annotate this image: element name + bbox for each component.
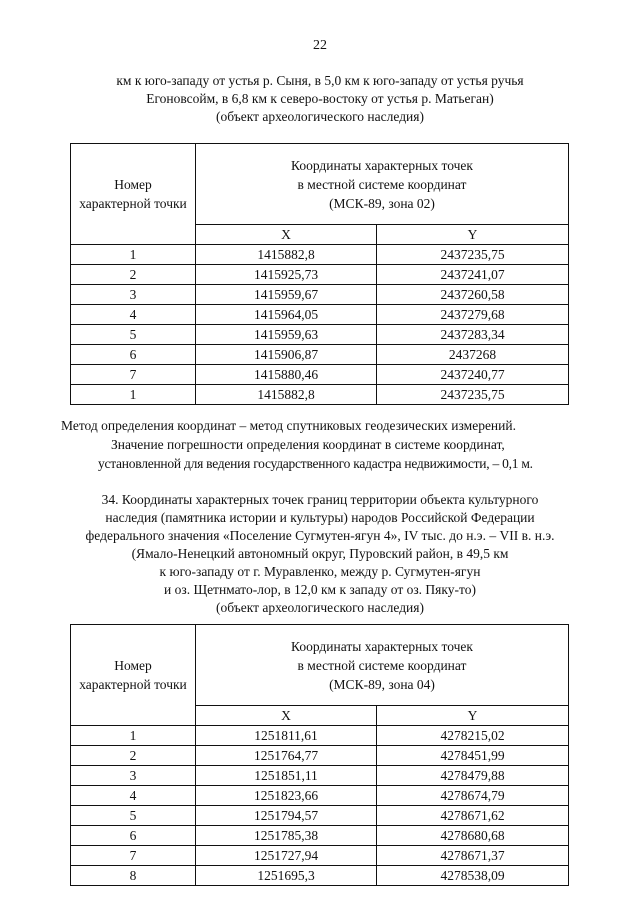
section-34-line: федерального значения «Поселение Сугмутен-ягун 4», IV тыс. до н.э. – VII в. н.э. [85, 528, 555, 543]
header-system-line: (МСК-89, зона 02) [329, 195, 435, 211]
point-number: 8 [71, 866, 196, 886]
header-coordinate-system [196, 144, 569, 225]
point-number: 4 [71, 786, 196, 806]
coord-y: 2437235,75 [377, 385, 569, 405]
point-number: 6 [71, 826, 196, 846]
table-row [71, 826, 569, 846]
coordinates-table-2 [70, 624, 569, 886]
coord-y: 2437283,34 [377, 325, 569, 345]
coord-x: 1415882,8 [196, 245, 377, 265]
coordinates-table-1 [70, 143, 569, 405]
point-number: 6 [71, 345, 196, 365]
header-x: X [196, 225, 377, 245]
coord-x: 1251764,77 [196, 746, 377, 766]
header-system-line: в местной системе координат [297, 176, 467, 192]
coord-x: 1415959,67 [196, 285, 377, 305]
point-number: 2 [71, 265, 196, 285]
coord-y: 2437240,77 [377, 365, 569, 385]
header-point-number-line: Номер [114, 177, 152, 192]
coord-y: 4278680,68 [377, 826, 569, 846]
table-row [71, 846, 569, 866]
coord-y: 2437241,07 [377, 265, 569, 285]
coord-x: 1251727,94 [196, 846, 377, 866]
point-number: 3 [71, 285, 196, 305]
header-point-number [71, 144, 196, 245]
header-point-number-line: Номер [114, 658, 152, 673]
table-row [71, 866, 569, 886]
page-number: 22 [313, 38, 327, 53]
point-number: 1 [71, 385, 196, 405]
top-paragraph [60, 72, 580, 126]
coord-x: 1415925,73 [196, 265, 377, 285]
coord-y: 4278674,79 [377, 786, 569, 806]
table-row [71, 766, 569, 786]
table-row [71, 345, 569, 365]
coord-y: 2437279,68 [377, 305, 569, 325]
method-line: Значение погрешности определения координат в системе координат, [111, 437, 505, 452]
point-number: 1 [71, 726, 196, 746]
coord-x: 1415964,05 [196, 305, 377, 325]
coord-x: 1251785,38 [196, 826, 377, 846]
coord-x: 1251811,61 [196, 726, 377, 746]
table-row [71, 726, 569, 746]
coord-x: 1251695,3 [196, 866, 377, 886]
header-system-line: Координаты характерных точек [291, 638, 473, 654]
coord-x: 1415906,87 [196, 345, 377, 365]
top-paragraph-line: км к юго-западу от устья р. Сыня, в 5,0 км к юго-западу от устья ручья [116, 73, 524, 88]
section-34-paragraph [60, 491, 580, 617]
coord-x: 1415882,8 [196, 385, 377, 405]
header-system-line: Координаты характерных точек [291, 157, 473, 173]
point-number: 5 [71, 325, 196, 345]
section-34-line: 34. Координаты характерных точек границ территории объекта культурного [101, 492, 539, 507]
table-row [71, 365, 569, 385]
header-system-line: (МСК-89, зона 04) [329, 676, 435, 692]
header-point-number-line: характерной точки [79, 677, 187, 692]
coord-y: 2437235,75 [377, 245, 569, 265]
coord-x: 1251794,57 [196, 806, 377, 826]
coord-y: 4278451,99 [377, 746, 569, 766]
coord-x: 1251851,11 [196, 766, 377, 786]
point-number: 3 [71, 766, 196, 786]
point-number: 7 [71, 365, 196, 385]
table-row [71, 285, 569, 305]
section-34-line: (Ямало-Ненецкий автономный округ, Пуровский район, в 49,5 км [131, 546, 509, 561]
table-row [71, 806, 569, 826]
table-row [71, 325, 569, 345]
coord-x: 1415959,63 [196, 325, 377, 345]
coord-y: 2437268 [377, 345, 569, 365]
section-34-line: наследия (памятника истории и культуры) народов Российской Федерации [105, 510, 535, 525]
point-number: 7 [71, 846, 196, 866]
header-point-number-line: характерной точки [79, 196, 187, 211]
coord-y: 2437260,58 [377, 285, 569, 305]
header-y: Y [377, 706, 569, 726]
table-row [71, 305, 569, 325]
coord-y: 4278538,09 [377, 866, 569, 886]
coord-y: 4278479,88 [377, 766, 569, 786]
section-34-line: к юго-западу от г. Муравленко, между р. Сугмутен-ягун [159, 564, 481, 579]
point-number: 4 [71, 305, 196, 325]
header-system-line: в местной системе координат [297, 657, 467, 673]
method-line: Метод определения координат – метод спутниковых геодезических измерений. [61, 418, 516, 433]
method-line: установленной для ведения государственного кадастра недвижимости, – 0,1 м. [98, 456, 533, 471]
top-paragraph-line: Егоновсойм, в 6,8 км к северо-востоку от устья р. Матьеган) [146, 91, 494, 106]
coord-x: 1415880,46 [196, 365, 377, 385]
table-row [71, 245, 569, 265]
header-x: X [196, 706, 377, 726]
coord-x: 1251823,66 [196, 786, 377, 806]
point-number: 2 [71, 746, 196, 766]
point-number: 5 [71, 806, 196, 826]
table-row [71, 786, 569, 806]
coord-y: 4278671,62 [377, 806, 569, 826]
coord-y: 4278215,02 [377, 726, 569, 746]
table-row [71, 385, 569, 405]
coord-y: 4278671,37 [377, 846, 569, 866]
section-34-line: (объект археологического наследия) [216, 600, 424, 615]
header-point-number [71, 625, 196, 726]
table-row [71, 265, 569, 285]
section-34-line: и оз. Щетнмато-лор, в 12,0 км к западу от оз. Пяку-то) [164, 582, 476, 597]
top-paragraph-line: (объект археологического наследия) [216, 109, 424, 124]
point-number: 1 [71, 245, 196, 265]
table-row [71, 746, 569, 766]
header-coordinate-system [196, 625, 569, 706]
header-y: Y [377, 225, 569, 245]
